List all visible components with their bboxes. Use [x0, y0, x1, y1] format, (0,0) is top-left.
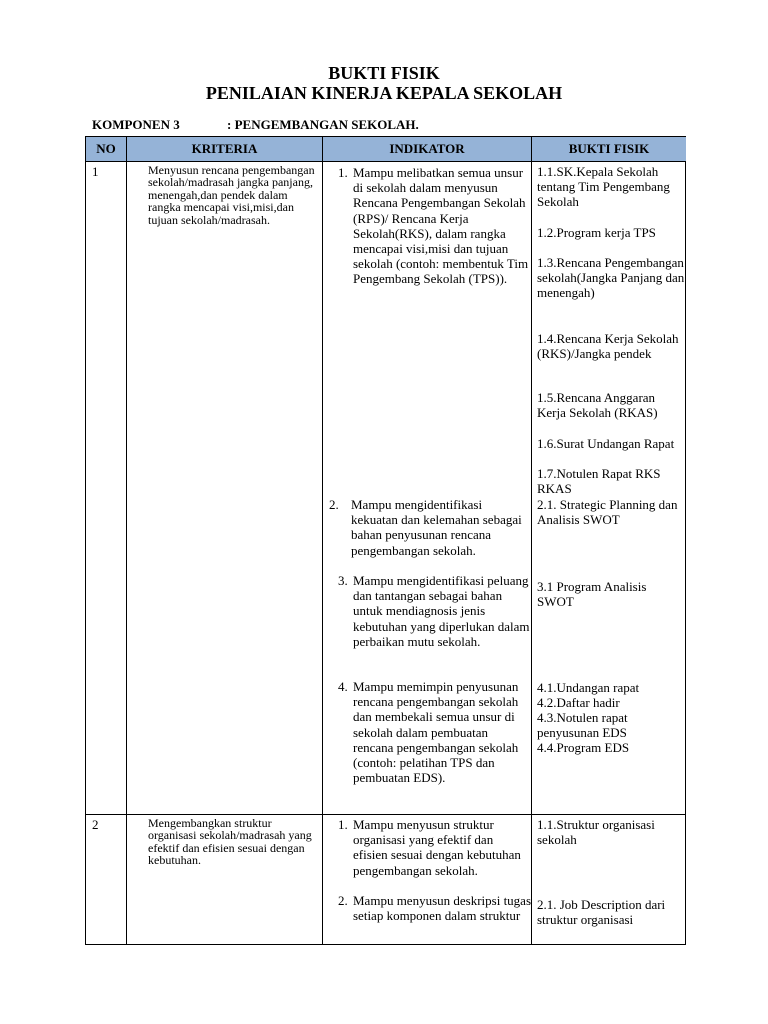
bukti-item — [537, 579, 685, 609]
column-divider — [126, 162, 127, 944]
bukti-number: 1.3. — [537, 255, 557, 270]
indikator-text: Mampu mengidentifikasi peluang dan tantangan sebagai bahan untuk mendiagnosis jenis kebutuhan yang diperlukan dalam perbaikan mutu sekolah. — [353, 573, 530, 649]
header-bukti-fisik: BUKTI FISIK — [532, 137, 686, 162]
row-1-no: 1 — [92, 164, 99, 179]
bukti-item — [537, 897, 685, 927]
bukti-item — [537, 740, 685, 755]
bukti-item — [537, 695, 685, 710]
bukti-number: 2.1. — [537, 897, 557, 912]
bukti-item — [537, 680, 685, 695]
bukti-item — [537, 436, 685, 451]
indikator-number: 4. — [338, 679, 348, 694]
row-2-kriteria: Mengembangkan struktur organisasi sekolah/madrasah yang efektif dan efisien sesuai dengan kebutuhan. — [148, 816, 312, 868]
bukti-number: 4.2. — [537, 695, 557, 710]
indikator-number: 1. — [338, 817, 348, 832]
indikator-text: Mampu mengidentifikasi kekuatan dan kelemahan sebagai bahan penyusunan rencana pengembangan sekolah. — [351, 497, 522, 558]
bukti-item — [537, 255, 685, 301]
header-kriteria: KRITERIA — [127, 137, 323, 162]
bukti-text: Program EDS — [556, 740, 630, 755]
indikator-text: Mampu menyusun struktur organisasi yang efektif dan efisien sesuai dengan kebutuhan pengembangan sekolah. — [353, 817, 521, 878]
bukti-item — [537, 225, 685, 240]
bukti-text: SK.Kepala Sekolah tentang Tim Pengembang Sekolah — [537, 164, 670, 210]
bukti-item — [537, 390, 685, 420]
indikator-number: 2. — [338, 893, 348, 908]
bukti-text: Program Analisis SWOT — [537, 579, 647, 610]
bukti-number: 1.6. — [537, 436, 557, 451]
bukti-number: 4.4. — [537, 740, 557, 755]
bukti-text: Rencana Kerja Sekolah (RKS)/Jangka pendek — [537, 331, 679, 362]
indikator-number: 3. — [338, 573, 348, 588]
bukti-number: 4.3. — [537, 710, 557, 725]
bukti-text: Notulen Rapat RKS RKAS — [537, 466, 661, 497]
bukti-text: Daftar hadir — [556, 695, 620, 710]
bukti-number: 1.5. — [537, 390, 557, 405]
bukti-number: 2.1. — [537, 497, 557, 512]
indikator-text: Mampu memimpin penyusunan rencana pengembangan sekolah dan membekali semua unsur di sekolah dalam pembuatan rencana pengembangan sekolah (contoh: pelatihan TPS dan pembuatan EDS). — [353, 679, 519, 786]
bukti-text: Program kerja TPS — [556, 225, 656, 240]
bukti-number: 1.2. — [537, 225, 557, 240]
header-no: NO — [86, 137, 127, 162]
row-2-no: 2 — [92, 817, 99, 832]
bukti-number: 1.1. — [537, 817, 557, 832]
bukti-item — [537, 817, 685, 847]
bukti-text: Undangan rapat — [556, 680, 640, 695]
bukti-number: 1.4. — [537, 331, 557, 346]
bukti-item — [537, 331, 685, 361]
bukti-number: 1.7. — [537, 466, 557, 481]
bukti-number: 3.1 — [537, 579, 554, 594]
komponen-label: KOMPONEN 3 — [92, 117, 180, 132]
bukti-text: Rencana Anggaran Kerja Sekolah (RKAS) — [537, 390, 658, 421]
bukti-text: Rencana Pengembangan sekolah(Jangka Panjang dan menengah) — [537, 255, 685, 301]
bukti-text: Job Description dari struktur organisasi — [537, 897, 666, 928]
bukti-item — [537, 164, 685, 210]
bukti-item — [537, 497, 685, 527]
bukti-text: Strategic Planning dan Analisis SWOT — [537, 497, 678, 528]
indikator-number: 1. — [338, 165, 348, 180]
indikator-number: 2. — [329, 497, 339, 512]
indikator-text: Mampu melibatkan semua unsur di sekolah dalam menyusun Rencana Pengembangan Sekolah (RPS)/ Rencana Kerja Sekolah(RKS), dalam rangka mencapai visi,misi dan tujuan sekolah (contoh: membentuk Tim Pengembang Sekolah (TPS)). — [353, 165, 529, 287]
bukti-fisik-table — [85, 136, 686, 945]
header-indikator: INDIKATOR — [323, 137, 532, 162]
indikator-text: Mampu menyusun deskripsi tugas setiap komponen dalam struktur — [353, 893, 532, 924]
bukti-number: 4.1. — [537, 680, 557, 695]
bukti-item — [537, 466, 685, 496]
row-divider — [86, 814, 685, 815]
row-1-kriteria: Menyusun rencana pengembangan sekolah/madrasah jangka panjang, menengah,dan pendek dalam rangka mencapai visi,misi,dan tujuan sekolah/madrasah. — [148, 163, 315, 227]
bukti-text: Notulen rapat penyusunan EDS — [537, 710, 628, 741]
komponen-heading — [92, 117, 419, 133]
bukti-text: Surat Undangan Rapat — [556, 436, 675, 451]
document-subtitle: PENILAIAN KINERJA KEPALA SEKOLAH — [205, 83, 563, 103]
document-title: BUKTI FISIK — [328, 63, 440, 83]
bukti-text: Struktur organisasi sekolah — [537, 817, 655, 848]
bukti-number: 1.1. — [537, 164, 557, 179]
column-divider — [322, 162, 323, 944]
komponen-value: : PENGEMBANGAN SEKOLAH. — [227, 117, 419, 132]
column-divider — [531, 162, 532, 944]
bukti-item — [537, 710, 685, 740]
